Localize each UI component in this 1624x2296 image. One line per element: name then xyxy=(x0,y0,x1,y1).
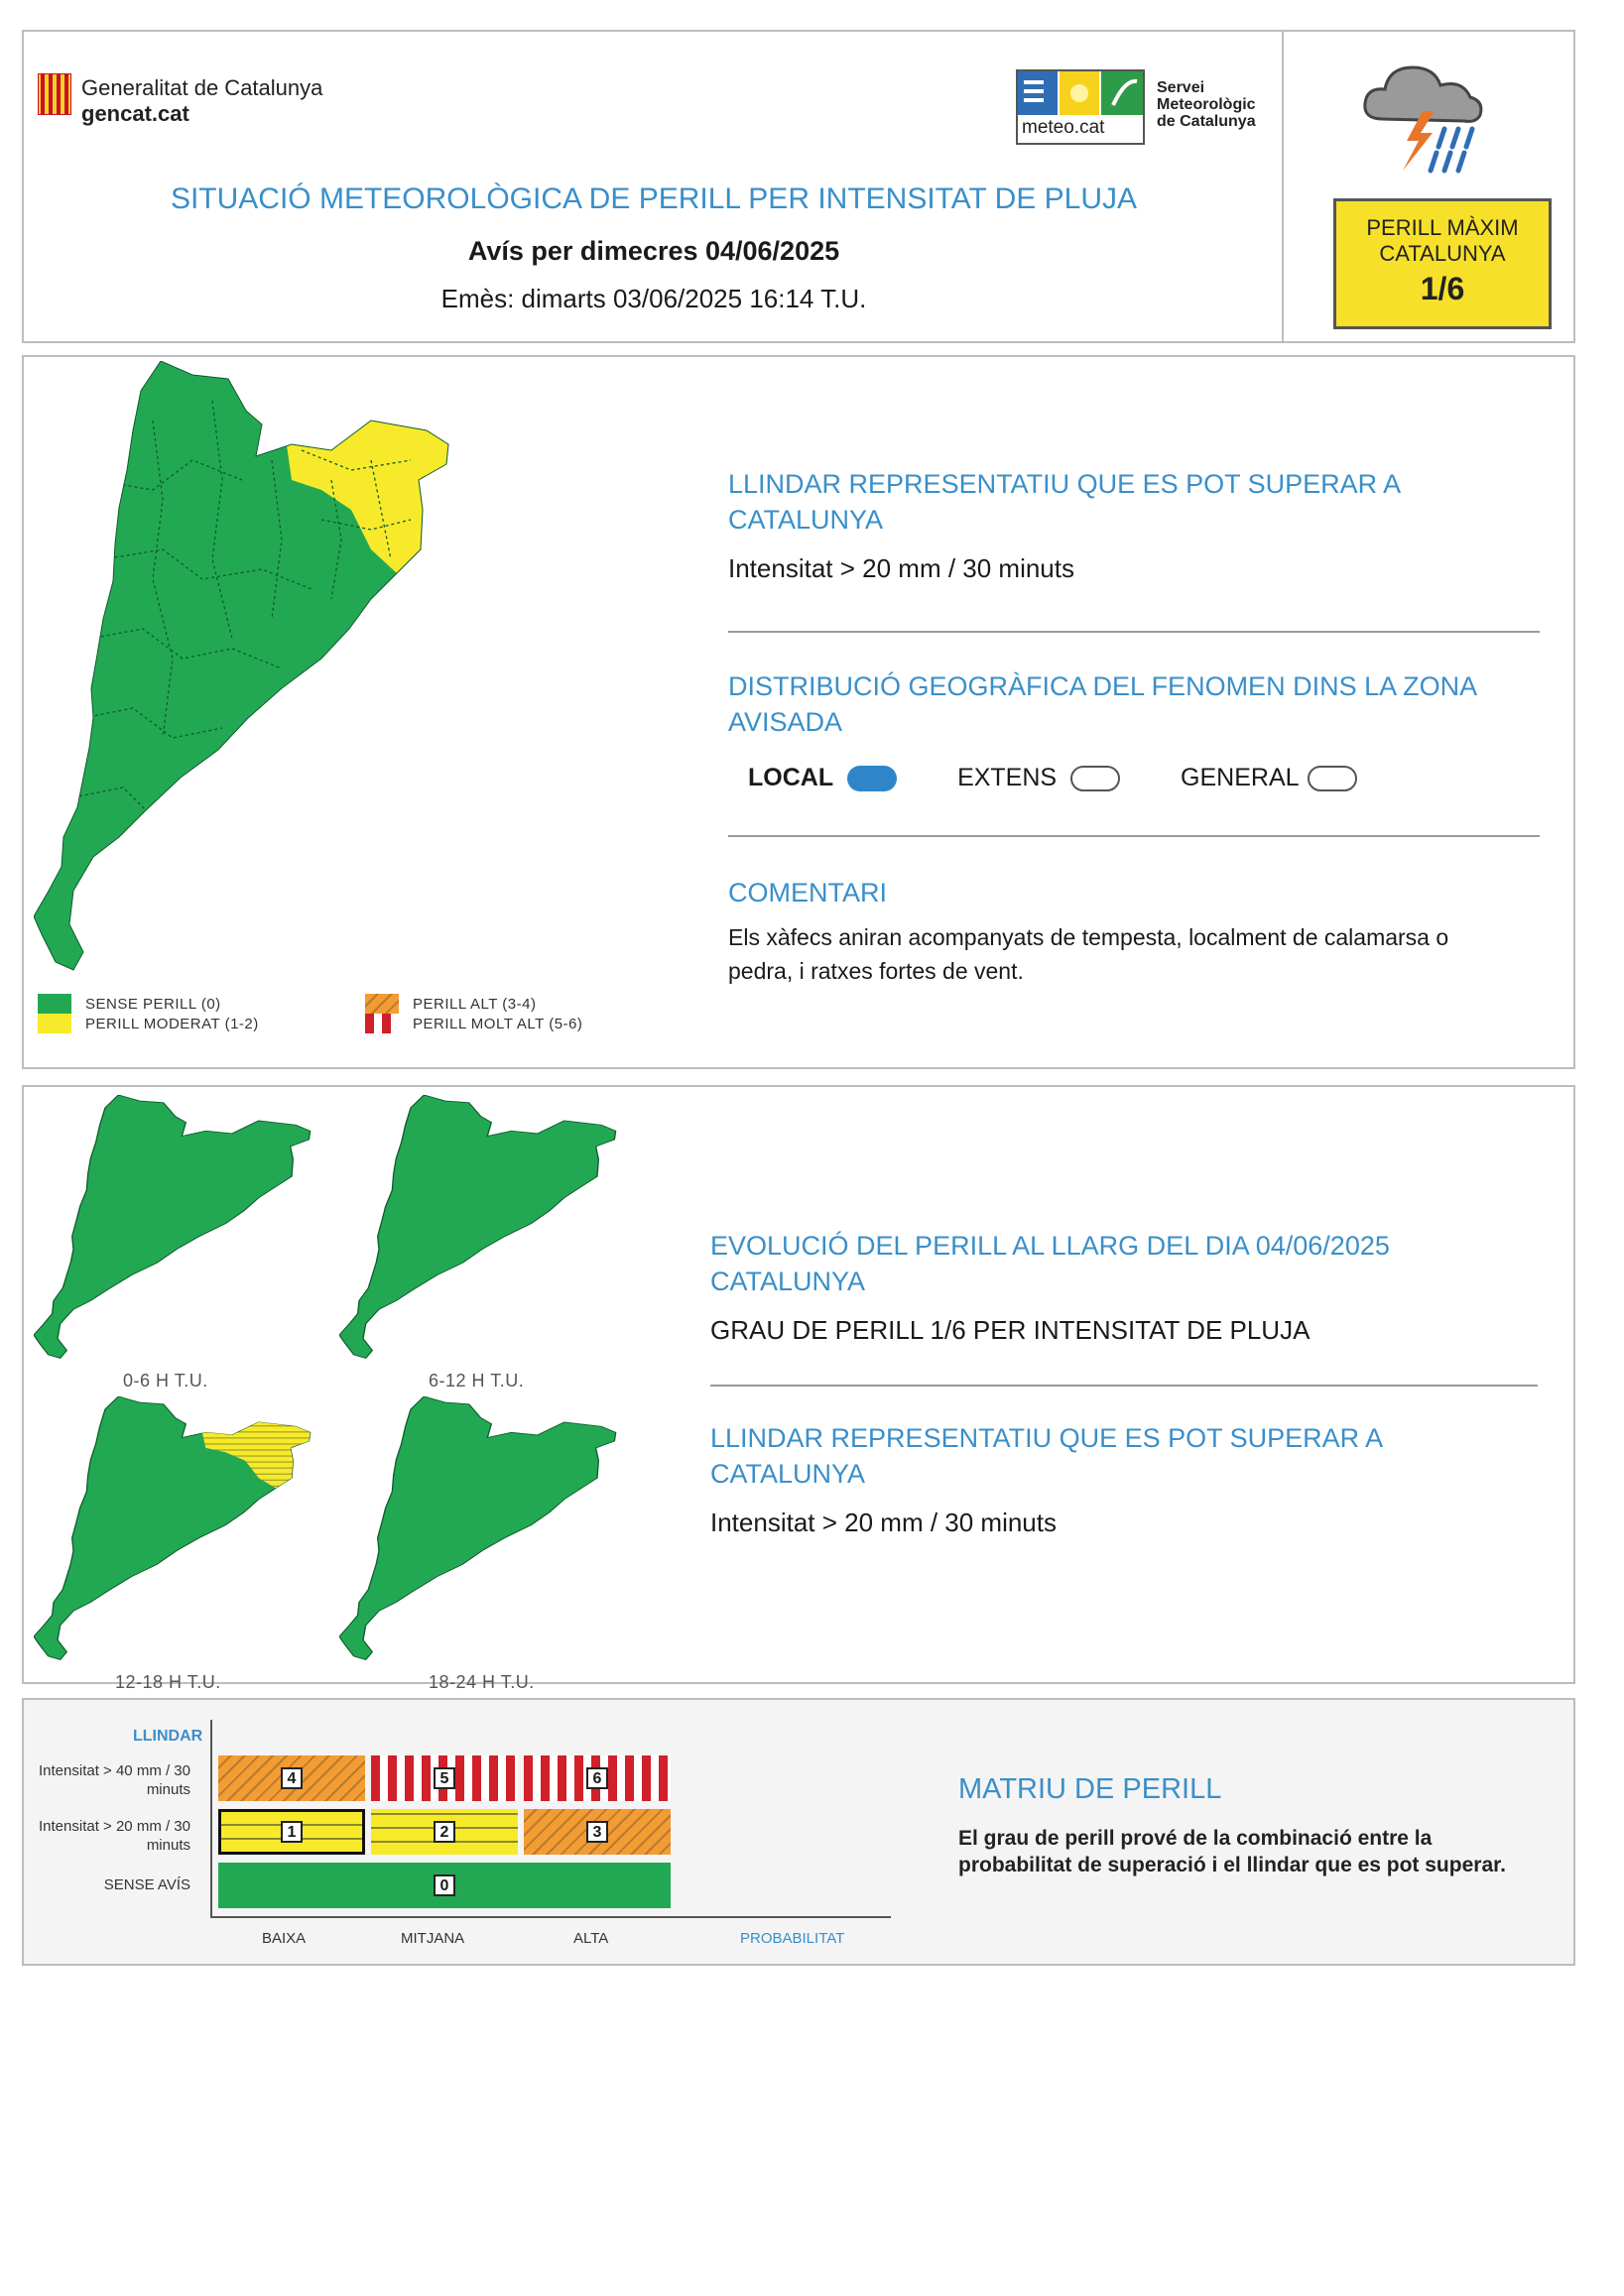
evolution-threshold-value: Intensitat > 20 mm / 30 minuts xyxy=(710,1508,1057,1537)
map-6-12 xyxy=(339,1095,617,1361)
header-panel xyxy=(22,30,1575,343)
storm-rain-icon xyxy=(1353,50,1492,179)
matrix-x-medium: MITJANA xyxy=(401,1930,465,1947)
map-18-24 xyxy=(339,1396,617,1662)
legend-very-high: PERILL MOLT ALT (5-6) xyxy=(413,1016,583,1032)
threshold-title: LLINDAR REPRESENTATIU QUE ES POT SUPERAR A CATALUNYA xyxy=(728,469,1400,535)
matrix-y-title: LLINDAR xyxy=(133,1728,203,1745)
matrix-row-mid: Intensitat > 20 mm / 30 minuts xyxy=(39,1818,190,1854)
org-site: gencat.cat xyxy=(81,101,189,126)
evolution-threshold-title: LLINDAR REPRESENTATIU QUE ES POT SUPERAR A CATALUNYA xyxy=(710,1423,1382,1489)
smc-line1: Servei xyxy=(1157,79,1205,96)
matrix-cell-4: 4 xyxy=(218,1755,365,1801)
matrix-x-high: ALTA xyxy=(573,1930,609,1947)
meteocat-brand: meteo.cat xyxy=(1022,117,1105,138)
forecast-day: Avís per dimecres 04/06/2025 xyxy=(467,236,840,266)
legend-no-danger: SENSE PERILL (0) xyxy=(85,996,221,1013)
main-map xyxy=(34,361,679,976)
matrix-cell-2: 2 xyxy=(371,1809,518,1855)
matrix-text: El grau de perill prové de la combinació entre la probabilitat de superació i el llindar que es pot superar. xyxy=(958,1827,1506,1876)
map-label-18-24: 18-24 H T.U. xyxy=(429,1672,535,1692)
general-indicator xyxy=(1308,766,1357,791)
map-label-6-12: 6-12 H T.U. xyxy=(429,1371,525,1390)
matrix-title: MATRIU DE PERILL xyxy=(958,1773,1222,1805)
max-danger-label-2: CATALUNYA xyxy=(1379,241,1506,266)
comment-title: COMENTARI xyxy=(728,878,887,907)
legend-swatch-orange xyxy=(365,994,399,1014)
matrix-row-high: Intensitat > 40 mm / 30 minuts xyxy=(39,1762,190,1798)
meteocat-logo xyxy=(1016,69,1145,145)
evolution-grade: GRAU DE PERILL 1/6 PER INTENSITAT DE PLUJA xyxy=(710,1315,1311,1345)
divider-3 xyxy=(710,1385,1538,1387)
map-12-18 xyxy=(34,1396,312,1662)
page-title: SITUACIÓ METEOROLÒGICA DE PERILL PER INTENSITAT DE PLUJA xyxy=(170,182,1138,215)
evolution-panel xyxy=(22,1085,1575,1692)
matrix-cell-5: 5 xyxy=(371,1755,518,1801)
matrix-y-axis xyxy=(210,1720,212,1918)
legend-high: PERILL ALT (3-4) xyxy=(413,996,537,1013)
legend-swatch-yellow xyxy=(38,1014,71,1033)
option-extens: EXTENS xyxy=(957,764,1120,792)
map-label-0-6: 0-6 H T.U. xyxy=(123,1371,208,1390)
matrix-row-none: SENSE AVÍS xyxy=(103,1876,190,1893)
org-name: Generalitat de Catalunya xyxy=(81,75,323,100)
matrix-cell-1: 1 xyxy=(218,1809,365,1855)
matrix-cell-6: 6 xyxy=(524,1755,671,1801)
max-danger-value: 1/6 xyxy=(1420,271,1465,306)
matrix-panel xyxy=(22,1698,1575,1966)
smc-line2: Meteorològic xyxy=(1157,96,1256,113)
map-0-6 xyxy=(34,1095,312,1361)
matrix-x-title: PROBABILITAT xyxy=(740,1930,845,1947)
header-divider xyxy=(1282,32,1284,341)
threshold-value: Intensitat > 20 mm / 30 minuts xyxy=(728,553,1074,583)
legend-swatch-green xyxy=(38,994,71,1014)
comment-text: Els xàfecs aniran acompanyats de tempesta, localment de calamarsa o pedra, i ratxes fortes de vent. xyxy=(728,924,1449,984)
option-local: LOCAL xyxy=(748,764,897,792)
max-danger-label-1: PERILL MÀXIM xyxy=(1366,215,1519,240)
divider-2 xyxy=(728,835,1540,837)
local-indicator xyxy=(847,766,897,791)
summary-panel xyxy=(22,355,1575,1069)
matrix-cell-3: 3 xyxy=(524,1809,671,1855)
distribution-options xyxy=(748,764,1502,792)
evolution-title: EVOLUCIÓ DEL PERILL AL LLARG DEL DIA 04/06/2025 CATALUNYA xyxy=(710,1231,1390,1296)
divider-1 xyxy=(728,631,1540,633)
matrix-x-axis xyxy=(210,1916,891,1918)
matrix-cell-0: 0 xyxy=(218,1863,671,1908)
issued-date: Emès: dimarts 03/06/2025 16:14 T.U. xyxy=(440,284,867,313)
generalitat-logo xyxy=(38,73,71,115)
extens-indicator xyxy=(1070,766,1120,791)
smc-line3: de Catalunya xyxy=(1157,113,1256,130)
legend-swatch-red xyxy=(365,1014,399,1033)
distribution-title: DISTRIBUCIÓ GEOGRÀFICA DEL FENOMEN DINS LA ZONA AVISADA xyxy=(728,671,1476,737)
legend-moderate: PERILL MODERAT (1-2) xyxy=(85,1016,259,1032)
max-danger-box xyxy=(1333,198,1552,329)
map-label-12-18: 12-18 H T.U. xyxy=(115,1672,221,1692)
option-general: GENERAL xyxy=(1181,764,1356,792)
matrix-x-low: BAIXA xyxy=(262,1930,307,1947)
